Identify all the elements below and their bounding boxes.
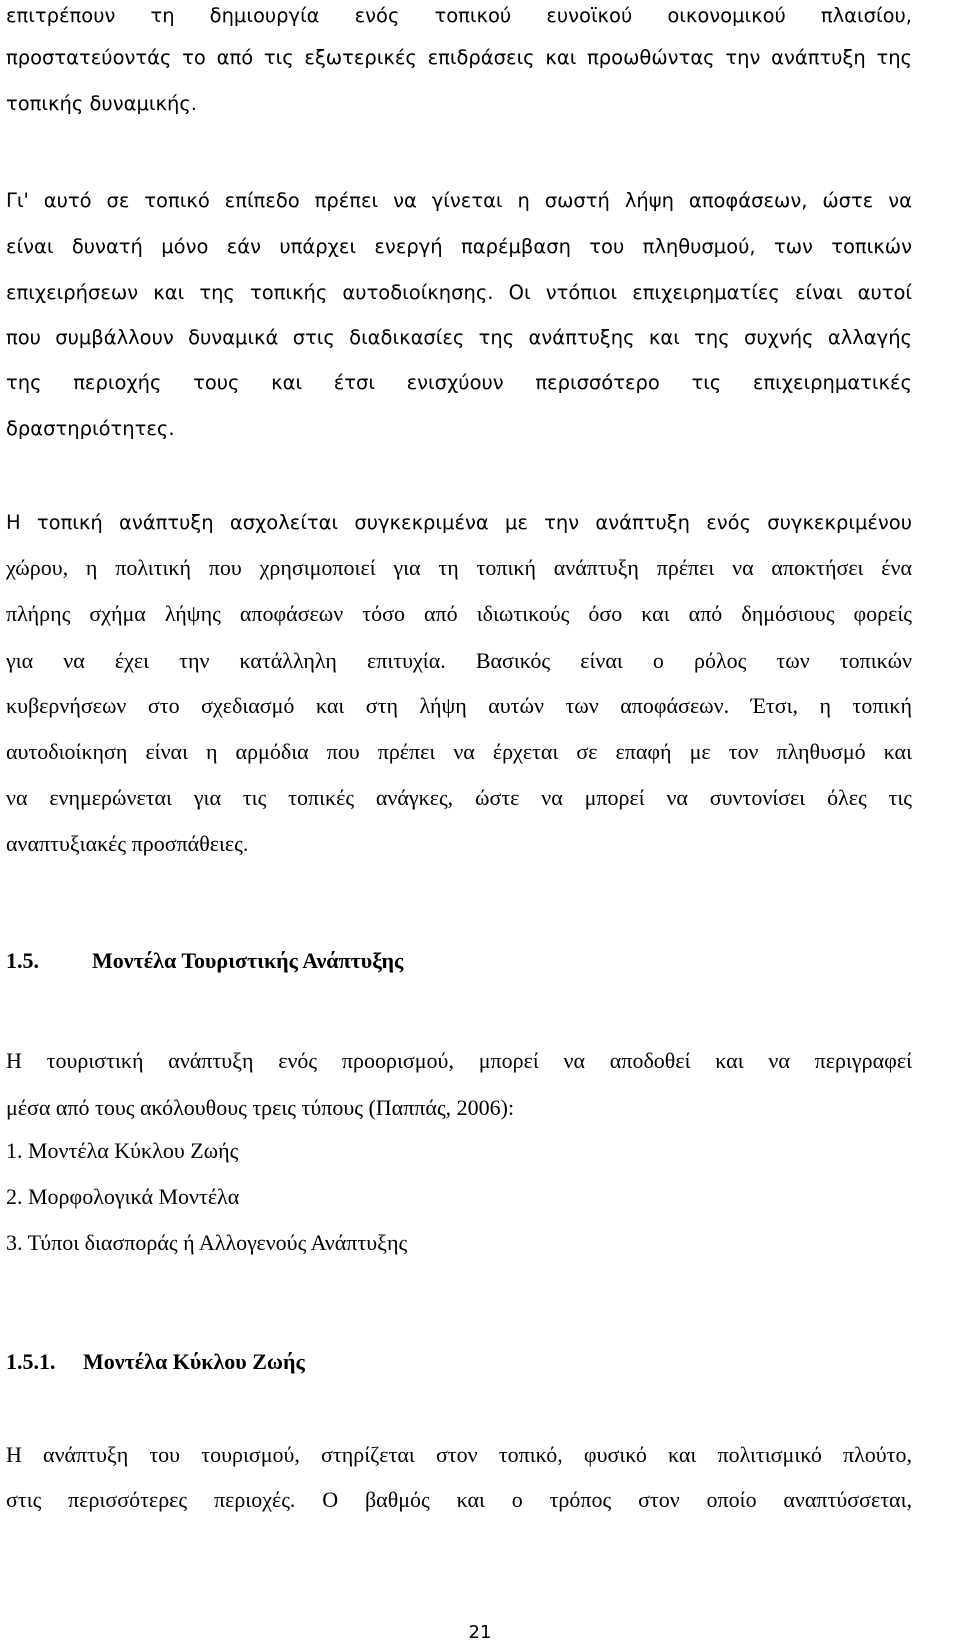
paragraph-3-line: να ενημερώνεται για τις τοπικές ανάγκες, ώστε να μπορεί να συντονίσει όλες τις: [6, 785, 912, 810]
paragraph-3-line: Η τοπική ανάπτυξη ασχολείται συγκεκριμένα με την ανάπτυξη ενός συγκεκριμένου: [6, 511, 912, 534]
paragraph-4-line: μέσα από τους ακόλουθους τρεις τύπους (Παππάς, 2006):: [6, 1095, 515, 1120]
paragraph-1-line: προστατεύοντάς το από τις εξωτερικές επιδράσεις και προωθώντας την ανάπτυξη της: [6, 46, 912, 69]
paragraph-1-line: τοπικής δυναμικής.: [6, 92, 197, 115]
list-item: 1. Μοντέλα Κύκλου Ζωής: [6, 1138, 239, 1163]
paragraph-2-line: δραστηριότητες.: [6, 417, 175, 440]
paragraph-3-line: πλήρης σχήμα λήψης αποφάσεων τόσο από ιδιωτικούς όσο και από δημόσιους φορείς: [6, 601, 912, 626]
list-item: 3. Τύποι διασποράς ή Αλλογενούς Ανάπτυξης: [6, 1230, 408, 1255]
section-number: 1.5.: [6, 948, 39, 973]
paragraph-3-line: για να έχει την κατάλληλη επιτυχία. Βασικός είναι ο ρόλος των τοπικών: [6, 648, 912, 673]
list-item: 2. Μορφολογικά Μοντέλα: [6, 1184, 240, 1209]
paragraph-3-line: χώρου, η πολιτική που χρησιμοποιεί για τη τοπική ανάπτυξη πρέπει να αποκτήσει ένα: [6, 555, 912, 580]
paragraph-2-line: της περιοχής τους και έτσι ενισχύουν περισσότερο τις επιχειρηματικές: [6, 371, 912, 394]
paragraph-1-line: επιτρέπουν τη δημιουργία ενός τοπικού ευνοϊκού οικονομικού πλαισίου,: [6, 4, 912, 27]
paragraph-2-line: που συμβάλλουν δυναμικά στις διαδικασίες της ανάπτυξης και της συχνής αλλαγής: [6, 326, 912, 349]
paragraph-4-line: Η τουριστική ανάπτυξη ενός προορισμού, μπορεί να αποδοθεί και να περιγραφεί: [6, 1048, 912, 1073]
section-heading-1-5: [6, 945, 906, 977]
paragraph-5-line: Η ανάπτυξη του τουρισμού, στηρίζεται στον τοπικό, φυσικό και πολιτισμικό πλούτο,: [6, 1442, 912, 1467]
paragraph-2-line: είναι δυνατή μόνο εάν υπάρχει ενεργή παρέμβαση του πληθυσμού, των τοπικών: [6, 235, 912, 258]
paragraph-3-line: κυβερνήσεων στο σχεδιασμό και στη λήψη αυτών των αποφάσεων. Έτσι, η τοπική: [6, 693, 912, 718]
paragraph-3-line: αναπτυξιακές προσπάθειες.: [6, 831, 249, 856]
paragraph-5-line: στις περισσότερες περιοχές. Ο βαθμός και ο τρόπος στον οποίο αναπτύσσεται,: [6, 1487, 912, 1512]
section-title: Μοντέλα Κύκλου Ζωής: [83, 1349, 305, 1374]
section-heading-1-5-1: [6, 1346, 906, 1378]
section-number: 1.5.1.: [6, 1349, 56, 1374]
paragraph-2-line: Γι' αυτό σε τοπικό επίπεδο πρέπει να γίνεται η σωστή λήψη αποφάσεων, ώστε να: [6, 189, 912, 212]
paragraph-2-line: επιχειρήσεων και της τοπικής αυτοδιοίκησης. Οι ντόπιοι επιχειρηματίες είναι αυτοί: [6, 281, 912, 304]
paragraph-3-line: αυτοδιοίκηση είναι η αρμόδια που πρέπει να έρχεται σε επαφή με τον πληθυσμό και: [6, 739, 912, 764]
page-number: 21: [468, 1622, 492, 1643]
section-title: Μοντέλα Τουριστικής Ανάπτυξης: [92, 948, 404, 973]
